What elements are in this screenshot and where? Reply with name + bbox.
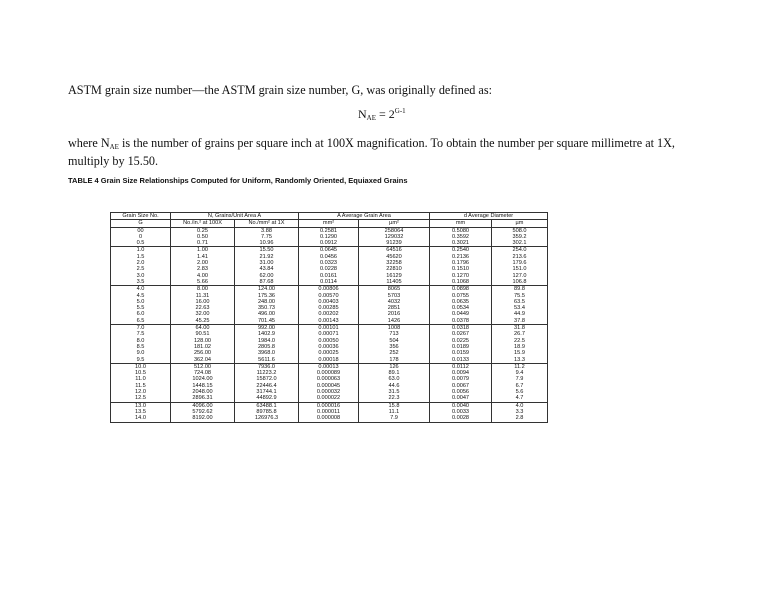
- table-cell: 179.6: [492, 260, 548, 266]
- table-cell: 63.0: [359, 376, 430, 382]
- table-cell: 508.0: [492, 227, 548, 234]
- table-cell: 124.00: [235, 286, 299, 293]
- table-cell: 181.02: [171, 344, 235, 350]
- table-cell: 0.000011: [299, 409, 359, 415]
- table-cell: 3968.0: [235, 350, 299, 356]
- table-cell: 63488.1: [235, 402, 299, 409]
- table-cell: 1008: [359, 325, 430, 332]
- table-cell: 258064: [359, 227, 430, 234]
- explanation-paragraph: [68, 136, 708, 168]
- table-cell: 9.0: [111, 350, 171, 356]
- para-before: where N: [68, 136, 110, 150]
- table-cell: 0.000063: [299, 376, 359, 382]
- table-cell: 0.0159: [430, 350, 492, 356]
- table-cell: 11.0: [111, 376, 171, 382]
- table-cell: 252: [359, 350, 430, 356]
- table-cell: 5611.6: [235, 357, 299, 364]
- subheader-per-in2-100x: No./in.² at 100X: [171, 220, 235, 227]
- table-cell: 6.0: [111, 311, 171, 317]
- table-cell: 0.2581: [299, 227, 359, 234]
- table-cell: 44892.9: [235, 395, 299, 402]
- table-cell: 127.0: [492, 273, 548, 279]
- formula-exponent: G-1: [394, 107, 406, 115]
- table-cell: 45.25: [171, 318, 235, 325]
- table-cell: 13.0: [111, 402, 171, 409]
- table-cell: 6.5: [111, 318, 171, 325]
- table-cell: 0.0912: [299, 240, 359, 247]
- table-cell: 0.1290: [299, 234, 359, 240]
- table-cell: 15.50: [235, 247, 299, 254]
- table-cell: 12.5: [111, 395, 171, 402]
- table-cell: 4032: [359, 299, 430, 305]
- table-row: [111, 325, 548, 332]
- table-cell: 15.8: [359, 402, 430, 409]
- table-cell: 0.0323: [299, 260, 359, 266]
- table-cell: 10.96: [235, 240, 299, 247]
- table-cell: 0.00050: [299, 338, 359, 344]
- table-cell: 0.0094: [430, 370, 492, 376]
- table-cell: 9.4: [492, 370, 548, 376]
- table-cell: 0.00036: [299, 344, 359, 350]
- table-cell: 7.5: [111, 331, 171, 337]
- table-cell: 0.00806: [299, 286, 359, 293]
- table-cell: 64516: [359, 247, 430, 254]
- table-cell: 11.1: [359, 409, 430, 415]
- table-cell: 106.8: [492, 279, 548, 286]
- table-cell: 5.0: [111, 299, 171, 305]
- table-cell: 713: [359, 331, 430, 337]
- table-cell: 0.1796: [430, 260, 492, 266]
- table-cell: 0: [111, 234, 171, 240]
- table-cell: 15.9: [492, 350, 548, 356]
- table-cell: 151.0: [492, 266, 548, 272]
- intro-text: ASTM grain size number—the ASTM grain size number, G, was originally defined as:: [68, 83, 492, 97]
- table-cell: 302.1: [492, 240, 548, 247]
- table-cell: 64.00: [171, 325, 235, 332]
- table-cell: 0.000022: [299, 395, 359, 402]
- table-row: [111, 240, 548, 247]
- table-cell: 0.1510: [430, 266, 492, 272]
- table-cell: 45620: [359, 254, 430, 260]
- table-row: [111, 357, 548, 364]
- table-cell: 0.5080: [430, 227, 492, 234]
- table-cell: 2805.8: [235, 344, 299, 350]
- table-cell: 5.66: [171, 279, 235, 286]
- table-cell: 2.83: [171, 266, 235, 272]
- table-body: [111, 227, 548, 422]
- table-cell: 2016: [359, 311, 430, 317]
- table-cell: 0.1270: [430, 273, 492, 279]
- table-cell: 0.0267: [430, 331, 492, 337]
- table-cell: 0.0040: [430, 402, 492, 409]
- table-cell: 5703: [359, 293, 430, 299]
- table-row: [111, 227, 548, 234]
- table-cell: 2896.31: [171, 395, 235, 402]
- table-cell: 0.2540: [430, 247, 492, 254]
- table-cell: 1984.0: [235, 338, 299, 344]
- table-cell: 126: [359, 363, 430, 370]
- table-cell: 1.41: [171, 254, 235, 260]
- table-cell: 2.5: [111, 266, 171, 272]
- table-cell: 350.73: [235, 305, 299, 311]
- table-cell: 0.0898: [430, 286, 492, 293]
- table-row: [111, 415, 548, 422]
- table-cell: 254.0: [492, 247, 548, 254]
- table-cell: 31.5: [359, 389, 430, 395]
- table-cell: 62.00: [235, 273, 299, 279]
- table-cell: 12.0: [111, 389, 171, 395]
- table-cell: 11405: [359, 279, 430, 286]
- header-average-diameter: d Average Diameter: [430, 213, 548, 220]
- table-cell: 32.00: [171, 311, 235, 317]
- formula-equals: = 2: [376, 107, 395, 121]
- subheader-area-mm2: mm²: [299, 220, 359, 227]
- table-cell: 0.0161: [299, 273, 359, 279]
- table-cell: 0.00013: [299, 363, 359, 370]
- table-cell: 00: [111, 227, 171, 234]
- table-cell: 175.36: [235, 293, 299, 299]
- table-cell: 0.000032: [299, 389, 359, 395]
- formula-subscript: AE: [366, 114, 377, 122]
- para-subscript: AE: [109, 143, 119, 151]
- table-cell: 0.3021: [430, 240, 492, 247]
- table-cell: 0.00018: [299, 357, 359, 364]
- table-cell: 6.7: [492, 383, 548, 389]
- subheader-g: G: [111, 220, 171, 227]
- table-cell: 8065: [359, 286, 430, 293]
- table-cell: 11.5: [111, 383, 171, 389]
- table-cell: 22810: [359, 266, 430, 272]
- table-cell: 4096.00: [171, 402, 235, 409]
- table-cell: 0.00403: [299, 299, 359, 305]
- table-cell: 87.68: [235, 279, 299, 286]
- table-cell: 0.0456: [299, 254, 359, 260]
- table-cell: 213.6: [492, 254, 548, 260]
- table-cell: 0.2136: [430, 254, 492, 260]
- table-cell: 0.0225: [430, 338, 492, 344]
- table-cell: 75.5: [492, 293, 548, 299]
- table-cell: 0.3592: [430, 234, 492, 240]
- table-cell: 44.6: [359, 383, 430, 389]
- table-cell: 992.00: [235, 325, 299, 332]
- table-row: [111, 286, 548, 293]
- table-cell: 4.0: [111, 286, 171, 293]
- table-cell: 3.88: [235, 227, 299, 234]
- table-cell: 13.5: [111, 409, 171, 415]
- table-cell: 37.8: [492, 318, 548, 325]
- table-cell: 0.0067: [430, 383, 492, 389]
- table-cell: 89.1: [359, 370, 430, 376]
- table-cell: 3.0: [111, 273, 171, 279]
- table-cell: 4.0: [492, 402, 548, 409]
- table-cell: 32258: [359, 260, 430, 266]
- table-cell: 0.0133: [430, 357, 492, 364]
- table-cell: 0.0755: [430, 293, 492, 299]
- table-row: [111, 279, 548, 286]
- table-cell: 0.00071: [299, 331, 359, 337]
- table-cell: 4.7: [492, 395, 548, 402]
- table-cell: 2.00: [171, 260, 235, 266]
- table-cell: 504: [359, 338, 430, 344]
- table-cell: 63.5: [492, 299, 548, 305]
- table-cell: 0.0114: [299, 279, 359, 286]
- table-cell: 126976.3: [235, 415, 299, 422]
- table-cell: 0.0228: [299, 266, 359, 272]
- table-cell: 248.00: [235, 299, 299, 305]
- table-cell: 0.00570: [299, 293, 359, 299]
- table-cell: 0.71: [171, 240, 235, 247]
- table-cell: 178: [359, 357, 430, 364]
- table-caption: TABLE 4 Grain Size Relationships Computed for Uniform, Randomly Oriented, Equiaxed Grains: [68, 176, 408, 185]
- table-cell: 0.0028: [430, 415, 492, 422]
- table-cell: 22446.4: [235, 383, 299, 389]
- table-cell: 91239: [359, 240, 430, 247]
- grain-size-formula: [358, 107, 406, 122]
- table-cell: 2048.00: [171, 389, 235, 395]
- table-cell: 1448.15: [171, 383, 235, 389]
- table-cell: 21.92: [235, 254, 299, 260]
- table-cell: 1.5: [111, 254, 171, 260]
- table-cell: 0.000016: [299, 402, 359, 409]
- table-cell: 0.0449: [430, 311, 492, 317]
- table-cell: 0.50: [171, 234, 235, 240]
- table-cell: 44.9: [492, 311, 548, 317]
- table-cell: 31744.1: [235, 389, 299, 395]
- table-cell: 701.45: [235, 318, 299, 325]
- table-cell: 0.00025: [299, 350, 359, 356]
- formula-base: N: [358, 107, 367, 121]
- table-cell: 89.8: [492, 286, 548, 293]
- table-cell: 0.0534: [430, 305, 492, 311]
- table-cell: 2.8: [492, 415, 548, 422]
- table-cell: 4.5: [111, 293, 171, 299]
- table-cell: 31.8: [492, 325, 548, 332]
- para-after: is the number of grains per square inch at 100X magnification. To obtain the number per square millimetre at 1X, multiply by 15.50.: [68, 136, 675, 168]
- table-cell: 0.00101: [299, 325, 359, 332]
- table-cell: 11.2: [492, 363, 548, 370]
- table-cell: 89785.8: [235, 409, 299, 415]
- table-cell: 13.3: [492, 357, 548, 364]
- subheader-per-mm2-1x: No./mm² at 1X: [235, 220, 299, 227]
- table-cell: 0.00285: [299, 305, 359, 311]
- table-cell: 43.84: [235, 266, 299, 272]
- table-cell: 512.00: [171, 363, 235, 370]
- table-cell: 11.31: [171, 293, 235, 299]
- table-cell: 3.3: [492, 409, 548, 415]
- table-cell: 8192.00: [171, 415, 235, 422]
- table-cell: 0.000045: [299, 383, 359, 389]
- table-cell: 0.0378: [430, 318, 492, 325]
- table-cell: 0.00143: [299, 318, 359, 325]
- table-cell: 8.00: [171, 286, 235, 293]
- table-cell: 256.00: [171, 350, 235, 356]
- table-cell: 0.0112: [430, 363, 492, 370]
- header-grain-size-no: Grain Size No.: [111, 213, 171, 220]
- table-cell: 8.0: [111, 338, 171, 344]
- table-cell: 129032: [359, 234, 430, 240]
- table-cell: 0.0635: [430, 299, 492, 305]
- subheader-diameter-mm: mm: [430, 220, 492, 227]
- table-cell: 7936.0: [235, 363, 299, 370]
- table-cell: 2.0: [111, 260, 171, 266]
- table-cell: 1402.9: [235, 331, 299, 337]
- table-cell: 7.0: [111, 325, 171, 332]
- table-cell: 1426: [359, 318, 430, 325]
- table-cell: 16129: [359, 273, 430, 279]
- table-cell: 0.0079: [430, 376, 492, 382]
- table-cell: 0.5: [111, 240, 171, 247]
- table-cell: 0.00202: [299, 311, 359, 317]
- table-cell: 5792.62: [171, 409, 235, 415]
- table-row: [111, 395, 548, 402]
- table-cell: 5.6: [492, 389, 548, 395]
- table-cell: 0.000008: [299, 415, 359, 422]
- table-cell: 14.0: [111, 415, 171, 422]
- table-cell: 128.00: [171, 338, 235, 344]
- table-cell: 0.000089: [299, 370, 359, 376]
- table-row: [111, 247, 548, 254]
- table-cell: 9.5: [111, 357, 171, 364]
- table-cell: 26.7: [492, 331, 548, 337]
- table-cell: 3.5: [111, 279, 171, 286]
- table-cell: 7.9: [359, 415, 430, 422]
- table-cell: 2851: [359, 305, 430, 311]
- table-cell: 0.25: [171, 227, 235, 234]
- table-cell: 0.0056: [430, 389, 492, 395]
- table-row: [111, 318, 548, 325]
- table-cell: 22.63: [171, 305, 235, 311]
- table-cell: 7.75: [235, 234, 299, 240]
- table-cell: 1024.00: [171, 376, 235, 382]
- table-cell: 0.0189: [430, 344, 492, 350]
- table-row: [111, 402, 548, 409]
- table-row: [111, 363, 548, 370]
- table-cell: 0.0645: [299, 247, 359, 254]
- table-cell: 22.3: [359, 395, 430, 402]
- table-cell: 90.51: [171, 331, 235, 337]
- table-cell: 359.2: [492, 234, 548, 240]
- table-cell: 10.0: [111, 363, 171, 370]
- table-cell: 0.0318: [430, 325, 492, 332]
- table-cell: 22.5: [492, 338, 548, 344]
- table-cell: 15872.0: [235, 376, 299, 382]
- table-cell: 53.4: [492, 305, 548, 311]
- grain-size-table: [110, 212, 548, 423]
- table-cell: 10.5: [111, 370, 171, 376]
- table-cell: 496.00: [235, 311, 299, 317]
- table-cell: 11223.2: [235, 370, 299, 376]
- table-cell: 724.08: [171, 370, 235, 376]
- table-cell: 8.5: [111, 344, 171, 350]
- table-cell: 7.9: [492, 376, 548, 382]
- table-cell: 4.00: [171, 273, 235, 279]
- subheader-area-um2: µm²: [359, 220, 430, 227]
- table-cell: 1.0: [111, 247, 171, 254]
- table-cell: 1.00: [171, 247, 235, 254]
- table-cell: 18.9: [492, 344, 548, 350]
- table-cell: 0.0033: [430, 409, 492, 415]
- table-cell: 5.5: [111, 305, 171, 311]
- table-cell: 16.00: [171, 299, 235, 305]
- table-cell: 362.04: [171, 357, 235, 364]
- table-cell: 356: [359, 344, 430, 350]
- table-cell: 31.00: [235, 260, 299, 266]
- subheader-diameter-um: µm: [492, 220, 548, 227]
- table-cell: 0.0047: [430, 395, 492, 402]
- header-grains-per-area: N, Grains/Unit Area A: [171, 213, 299, 220]
- table-cell: 0.1068: [430, 279, 492, 286]
- header-average-grain-area: A Average Grain Area: [299, 213, 430, 220]
